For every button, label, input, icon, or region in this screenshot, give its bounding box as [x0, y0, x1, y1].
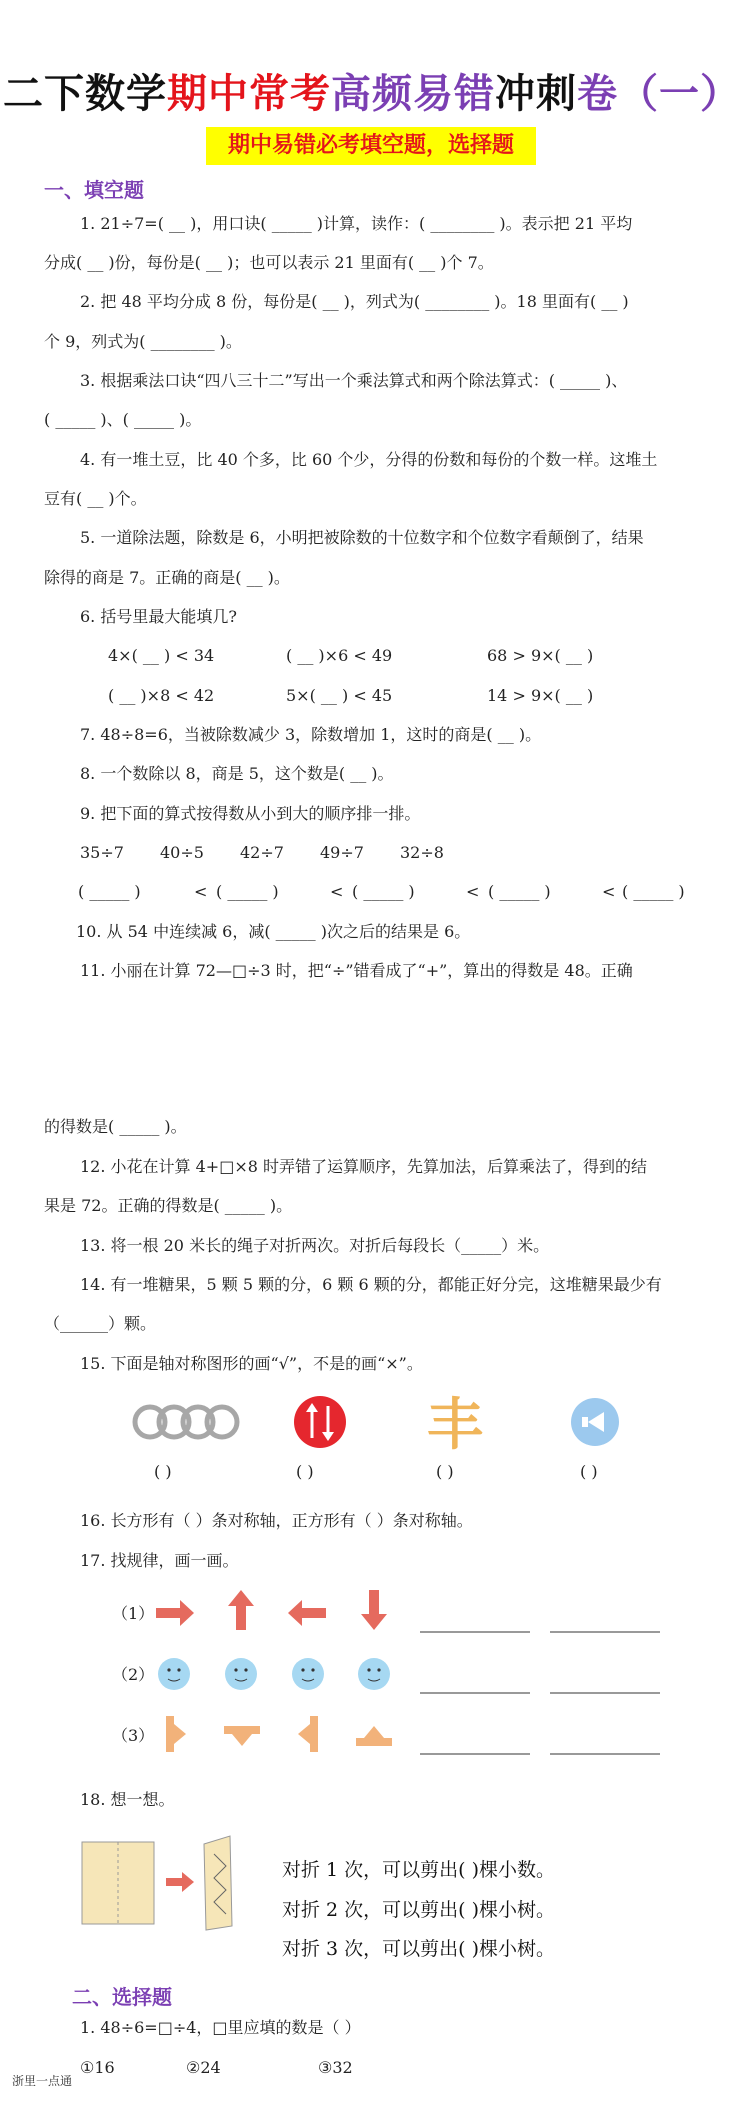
q18-text-1: 对折 1 次，可以剪出( )棵小数。 — [282, 1859, 556, 1881]
q10-line: 10. 从 54 中连续减 6，减( _____ )次之后的结果是 6。 — [76, 922, 471, 941]
q17-patterns — [150, 1580, 670, 1780]
feng-character-icon — [427, 1393, 483, 1458]
q6-title: 6. 括号里最大能填几? — [80, 607, 237, 626]
arrow-left-icon — [288, 1600, 326, 1626]
q11-line-2: 的得数是( _____ )。 — [44, 1117, 187, 1136]
section-fill-in: 一、填空题 — [44, 178, 144, 202]
feng-glyph: 丰 — [427, 1393, 483, 1458]
speaker-icon — [571, 1398, 619, 1446]
q17-row-label: （1） — [112, 1604, 155, 1623]
q9-blank: ( _____ ) — [488, 882, 551, 901]
arrow-down-icon — [361, 1590, 387, 1630]
q9-expr: 40÷5 — [160, 843, 204, 862]
q7-line: 7. 48÷8=6，当被除数减少 3，除数增加 1，这时的商是( __ )。 — [80, 725, 542, 744]
arrow-up-icon — [228, 1590, 254, 1630]
title-part-5: 卷（一） — [577, 71, 741, 117]
q6-item: 68 > 9×( __ ) — [487, 646, 594, 665]
paper-icon — [82, 1842, 154, 1924]
q8-line: 8. 一个数除以 8，商是 5，这个数是( __ )。 — [80, 764, 394, 783]
q2-line-1: 2. 把 48 平均分成 8 份，每份是( __ )，列式为( ________ )。18 里面有( __ ) — [80, 292, 629, 311]
c1-option-3: ③32 — [318, 2058, 353, 2077]
q16-line: 16. 长方形有（ ）条对称轴，正方形有（ ）条对称轴。 — [80, 1511, 473, 1530]
q18-figure — [80, 1830, 260, 1950]
c1-line: 1. 48÷6=□÷4，□里应填的数是（ ） — [80, 2018, 361, 2037]
q11-line-1: 11. 小丽在计算 72—□÷3 时，把“÷”错看成了“+”，算出的得数是 48。正确 — [80, 961, 633, 980]
q14-line-2: （______）颗。 — [44, 1314, 157, 1333]
q6-item: ( __ )×8 < 42 — [108, 686, 215, 705]
q2-line-2: 个 9，列式为( ________ )。 — [44, 332, 242, 351]
q6-item: ( __ )×6 < 49 — [286, 646, 393, 665]
up-down-arrows-icon — [294, 1396, 346, 1448]
q9-less-than: < — [466, 882, 480, 901]
title-part-1: 二下数学 — [3, 71, 167, 117]
q12-line-1: 12. 小花在计算 4+□×8 时弄错了运算顺序，先算加法，后算乘法了，得到的结 — [80, 1157, 647, 1176]
q9-blank: ( _____ ) — [78, 882, 141, 901]
rings-icon — [135, 1407, 237, 1437]
c1-option-1: ①16 — [80, 2058, 115, 2077]
section-multiple-choice: 二、选择题 — [72, 1985, 172, 2009]
q9-expr: 35÷7 — [80, 843, 124, 862]
q15-line: 15. 下面是轴对称图形的画“√”，不是的画“×”。 — [80, 1354, 423, 1373]
q17-row-label: （3） — [112, 1726, 155, 1745]
q18-text-2: 对折 2 次，可以剪出( )棵小树。 — [282, 1899, 556, 1921]
arrow-right-icon — [156, 1600, 194, 1626]
q6-item: 14 > 9×( __ ) — [487, 686, 594, 705]
q6-item: 4×( __ ) < 34 — [108, 646, 215, 665]
shape-down-icon — [224, 1726, 260, 1746]
q17-line: 17. 找规律，画一画。 — [80, 1551, 239, 1570]
shape-left-icon — [298, 1716, 318, 1752]
shape-right-icon — [166, 1716, 186, 1752]
q13-line: 13. 将一根 20 米长的绳子对折两次。对折后每段长（_____）米。 — [80, 1236, 550, 1255]
face-icon — [158, 1658, 190, 1690]
q9-expr: 49÷7 — [320, 843, 364, 862]
q1-line-2: 分成( __ )份，每份是( __ )；也可以表示 21 里面有( __ )个 7。 — [44, 253, 494, 272]
q6-item: 5×( __ ) < 45 — [286, 686, 393, 705]
title-part-3: 高频易错 — [331, 71, 495, 117]
face-icon — [225, 1658, 257, 1690]
q5-line-1: 5. 一道除法题，除数是 6，小明把被除数的十位数字和个位数字看颠倒了，结果 — [80, 528, 644, 547]
arrow-right-icon — [166, 1872, 194, 1892]
cut-paper-icon — [204, 1836, 232, 1930]
q15-answer-3: ( ) — [436, 1462, 454, 1481]
q18-text-3: 对折 3 次，可以剪出( )棵小树。 — [282, 1938, 556, 1960]
title-part-4: 冲刺 — [495, 71, 577, 117]
q12-line-2: 果是 72。正确的得数是( _____ )。 — [44, 1196, 293, 1215]
q3-line-2: ( _____ )、( _____ )。 — [44, 410, 202, 429]
footer-watermark: 浙里一点通 — [12, 2074, 73, 2088]
q15-answer-4: ( ) — [580, 1462, 598, 1481]
q3-line-1: 3. 根据乘法口诀“四八三十二”写出一个乘法算式和两个除法算式：( _____ )、 — [80, 371, 628, 390]
q17-row-label: （2） — [112, 1665, 155, 1684]
face-icon — [358, 1658, 390, 1690]
q9-less-than: < — [194, 882, 208, 901]
q18-line: 18. 想一想。 — [80, 1790, 175, 1809]
q14-line-1: 14. 有一堆糖果，5 颗 5 颗的分，6 颗 6 颗的分，都能正好分完，这堆糖果最少有 — [80, 1275, 662, 1294]
q5-line-2: 除得的商是 7。正确的商是( __ )。 — [44, 568, 290, 587]
subtitle-banner: 期中易错必考填空题，选择题 — [206, 127, 536, 165]
shape-up-icon — [356, 1726, 392, 1746]
q1-line-1: 1. 21÷7=( __ )，用口诀( _____ )计算，读作：( ________ )。表示把 21 平均 — [80, 214, 633, 233]
q9-blank: ( _____ ) — [622, 882, 685, 901]
q4-line-1: 4. 有一堆土豆，比 40 个多，比 60 个少，分得的份数和每份的个数一样。这堆土 — [80, 450, 658, 469]
q15-figures — [130, 1392, 690, 1492]
q4-line-2: 豆有( __ )个。 — [44, 489, 147, 508]
q9-less-than: < — [330, 882, 344, 901]
q9-expr: 32÷8 — [400, 843, 444, 862]
title-part-2: 期中常考 — [167, 71, 331, 117]
q9-title: 9. 把下面的算式按得数从小到大的顺序排一排。 — [80, 804, 421, 823]
face-icon — [292, 1658, 324, 1690]
q9-blank: ( _____ ) — [352, 882, 415, 901]
c1-option-2: ②24 — [186, 2058, 221, 2077]
q9-less-than: < — [602, 882, 616, 901]
page-title — [0, 62, 744, 119]
q9-blank: ( _____ ) — [216, 882, 279, 901]
q15-answer-2: ( ) — [296, 1462, 314, 1481]
q9-expr: 42÷7 — [240, 843, 284, 862]
q15-answer-1: ( ) — [154, 1462, 172, 1481]
